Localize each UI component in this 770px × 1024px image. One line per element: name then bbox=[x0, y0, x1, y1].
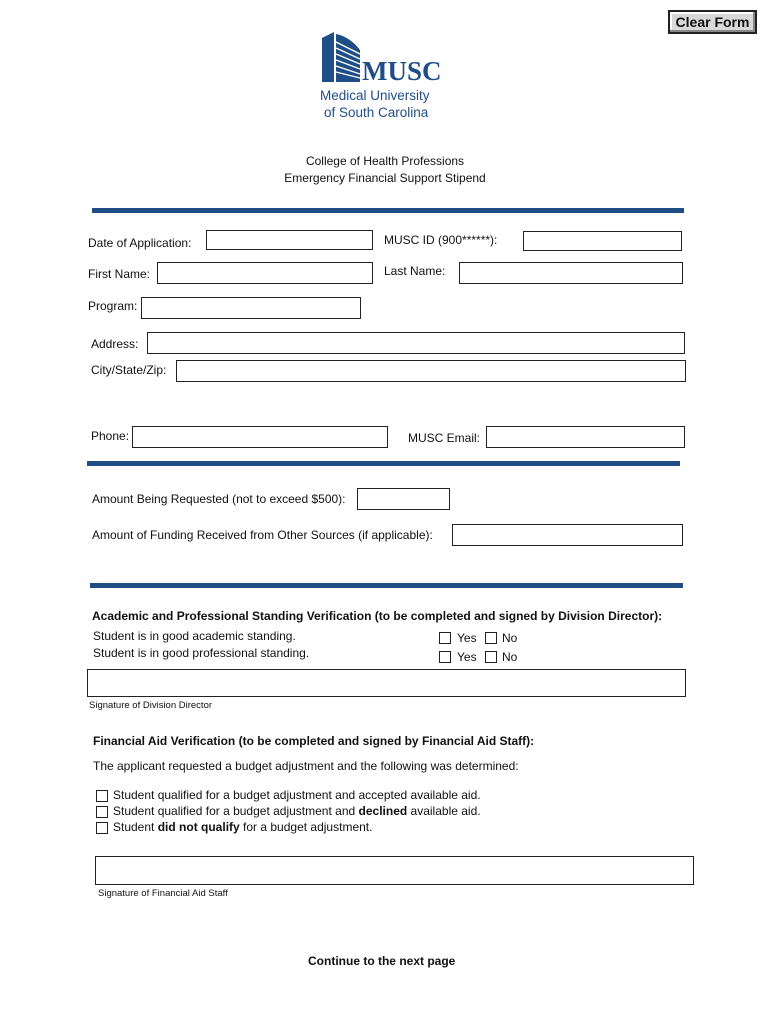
option-not-qualify-pre: Student bbox=[113, 820, 158, 834]
city-state-zip-label: City/State/Zip: bbox=[91, 363, 167, 377]
header-college: College of Health Professions bbox=[305, 154, 465, 168]
last-name-input[interactable] bbox=[459, 262, 683, 284]
option-not-qualify-bold: did not qualify bbox=[157, 820, 240, 834]
division-director-signature-input[interactable] bbox=[87, 669, 686, 697]
divider bbox=[87, 461, 680, 466]
professional-no-checkbox[interactable] bbox=[485, 651, 497, 663]
academic-heading: Academic and Professional Standing Verification (to be completed and signed by Division Director): bbox=[92, 609, 663, 623]
option-declined-pre: Student qualified for a budget adjustment and bbox=[113, 804, 359, 818]
academic-yes-checkbox[interactable] bbox=[439, 632, 451, 644]
phone-label: Phone: bbox=[91, 429, 130, 443]
option-accepted-checkbox[interactable] bbox=[96, 790, 108, 802]
option-declined-post: available aid. bbox=[407, 804, 481, 818]
header-title: Emergency Financial Support Stipend bbox=[284, 171, 486, 185]
divider bbox=[92, 208, 684, 213]
city-state-zip-input[interactable] bbox=[176, 360, 686, 382]
professional-standing-text: Student is in good professional standing. bbox=[93, 646, 310, 660]
musc-email-input[interactable] bbox=[486, 426, 685, 448]
amount-requested-input[interactable] bbox=[357, 488, 450, 510]
logo-line2: of South Carolina bbox=[324, 105, 429, 120]
financial-aid-heading: Financial Aid Verification (to be completed and signed by Financial Aid Staff): bbox=[93, 734, 535, 748]
first-name-label: First Name: bbox=[88, 267, 151, 281]
address-label: Address: bbox=[91, 337, 139, 351]
musc-email-label: MUSC Email: bbox=[408, 431, 481, 445]
option-not-qualify-post: for a budget adjustment. bbox=[239, 820, 373, 834]
address-input[interactable] bbox=[147, 332, 685, 354]
option-not-qualify-label bbox=[113, 820, 372, 834]
date-of-application-label: Date of Application: bbox=[88, 236, 192, 250]
logo-wordmark: MUSC bbox=[362, 56, 442, 86]
first-name-input[interactable] bbox=[157, 262, 373, 284]
musc-id-label: MUSC ID (900******): bbox=[384, 233, 498, 247]
musc-building-icon bbox=[320, 32, 362, 84]
logo-line1: Medical University bbox=[320, 88, 430, 103]
date-of-application-input[interactable] bbox=[206, 230, 373, 250]
option-declined-label bbox=[113, 804, 481, 818]
academic-no-checkbox[interactable] bbox=[485, 632, 497, 644]
option-not-qualify-checkbox[interactable] bbox=[96, 822, 108, 834]
division-director-signature-caption: Signature of Division Director bbox=[89, 700, 213, 711]
divider bbox=[90, 583, 683, 588]
musc-logo bbox=[318, 30, 458, 125]
continue-next-page: Continue to the next page bbox=[308, 954, 456, 968]
program-label: Program: bbox=[88, 299, 138, 313]
phone-input[interactable] bbox=[132, 426, 388, 448]
clear-form-button[interactable]: Clear Form bbox=[668, 10, 757, 34]
last-name-label: Last Name: bbox=[384, 264, 446, 278]
amount-other-input[interactable] bbox=[452, 524, 683, 546]
professional-yes-label: Yes bbox=[457, 650, 477, 664]
amount-requested-label: Amount Being Requested (not to exceed $500): bbox=[92, 492, 346, 506]
financial-aid-signature-caption: Signature of Financial Aid Staff bbox=[98, 888, 228, 899]
financial-aid-signature-input[interactable] bbox=[95, 856, 694, 885]
amount-other-label: Amount of Funding Received from Other Sources (if applicable): bbox=[92, 528, 433, 542]
option-declined-checkbox[interactable] bbox=[96, 806, 108, 818]
professional-no-label: No bbox=[502, 650, 518, 664]
option-accepted-label: Student qualified for a budget adjustment and accepted available aid. bbox=[113, 788, 481, 802]
financial-aid-intro: The applicant requested a budget adjustment and the following was determined: bbox=[93, 759, 519, 773]
option-declined-bold: declined bbox=[358, 804, 408, 818]
academic-yes-label: Yes bbox=[457, 631, 477, 645]
academic-no-label: No bbox=[502, 631, 518, 645]
academic-standing-text: Student is in good academic standing. bbox=[93, 629, 296, 643]
musc-id-input[interactable] bbox=[523, 231, 682, 251]
professional-yes-checkbox[interactable] bbox=[439, 651, 451, 663]
program-input[interactable] bbox=[141, 297, 361, 319]
